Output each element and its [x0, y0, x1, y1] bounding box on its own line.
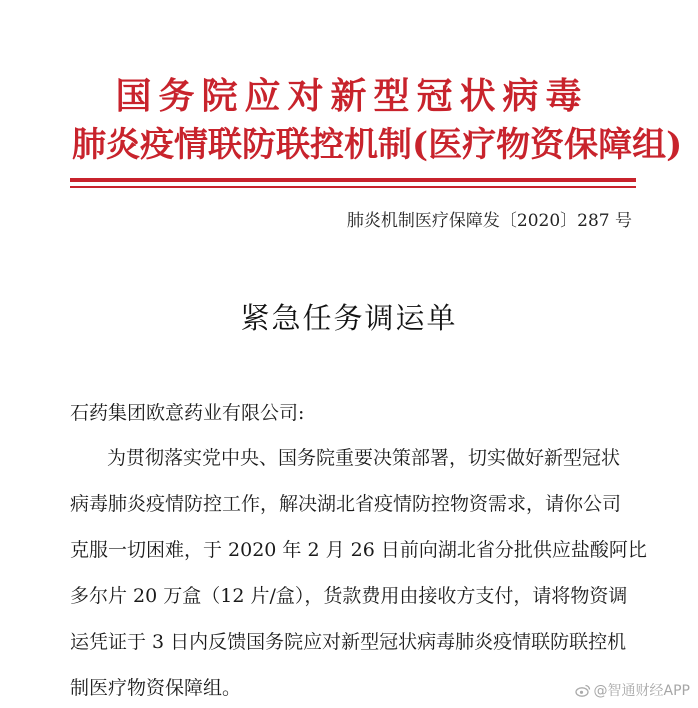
watermark — [575, 680, 690, 700]
body-line: 为贯彻落实党中央、国务院重要决策部署，切实做好新型冠状 — [107, 447, 621, 469]
body-line: 病毒肺炎疫情防控工作，解决湖北省疫情防控物资需求，请你公司 — [70, 493, 622, 515]
document-number: 肺炎机制医疗保障发〔2020〕287 号 — [346, 211, 632, 231]
body-line: 多尔片 20 万盒（12 片/盒），货款费用由接收方支付，请将物资调 — [70, 585, 628, 607]
document-title: 紧急任务调运单 — [240, 301, 458, 335]
header-rule-thick — [70, 178, 636, 182]
header-rule-thin — [70, 186, 636, 188]
body-line: 克服一切困难，于 2020 年 2 月 26 日前向湖北省分批供应盐酸阿比 — [70, 539, 647, 561]
header-title-line2: 肺炎疫情联防联控机制(医疗物资保障组) — [72, 125, 683, 165]
watermark-text: @智通财经APP — [593, 683, 690, 699]
body-line: 运凭证于 3 日内反馈国务院应对新型冠状病毒肺炎疫情联防联控机 — [70, 631, 627, 653]
header-title-line1: 国务院应对新型冠状病毒 — [115, 75, 589, 117]
body-line: 制医疗物资保障组。 — [70, 677, 242, 699]
weibo-icon — [575, 682, 591, 698]
recipient: 石药集团欧意药业有限公司: — [70, 402, 305, 424]
